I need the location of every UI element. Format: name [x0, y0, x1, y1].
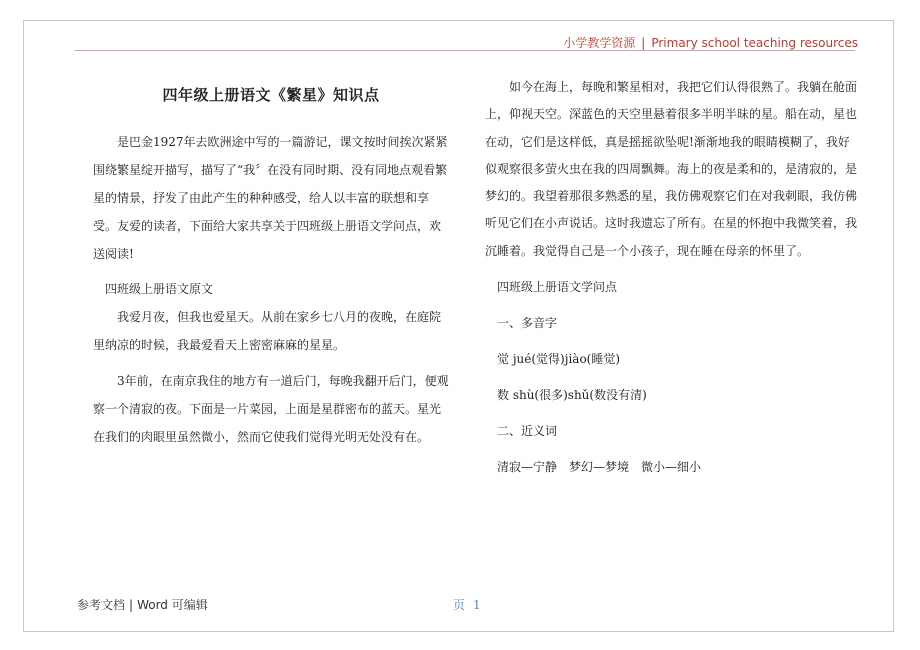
page-header: [563, 34, 858, 51]
header-separator: |: [641, 36, 646, 50]
text-paragraph-3: 如今在海上，每晚和繁星相对，我把它们认得很熟了。我躺在舱面上，仰视天空。深蓝色的天空里悬着很多半明半昧的星。船在动，星也在动，它们是这样低，真是摇摇欲坠呢!渐渐地我的眼睛模糊了，我好似观察很多萤火虫在我的四周飘舞。海上的夜是柔和的，是清寂的，是梦幻的。我望着那很多熟悉的星，我仿佛观察它们在对我刺眼，我仿佛听见它们在小声说话。这时我遗忘了所有。在星的怀抱中我微笑着，我沉睡着。我觉得自己是一个小孩子，现在睡在母亲的怀里了。: [485, 80, 858, 258]
section-title-knowledge: 四班级上册语文学问点: [497, 280, 618, 295]
intro-paragraph: 是巴金1927年去欧洲途中写的一篇游记，课文按时间挨次紧紧围绕繁星绽开描写，描写了“我〞在没有同时期、没有同地点观看繁星的情景，抒发了由此产生的种种感受，给人以丰富的联想和享受。友爱的读者，下面给大家共享关于四班级上册语文学问点，欢送阅读!: [93, 135, 448, 261]
synonym-list: 清寂—宁静 梦幻—梦境 微小—细小: [497, 460, 702, 475]
text-paragraph-2: 3年前，在南京我住的地方有一道后门，每晚我翻开后门，便观察一个清寂的夜。下面是一片菜园，上面是星群密布的蓝天。星光在我们的肉眼里虽然微小，然而它使我们觉得光明无处没有在。: [93, 374, 449, 444]
heading-synonyms: 二、近义词: [497, 424, 558, 439]
footer-separator: |: [129, 598, 134, 612]
text-paragraph-1: 我爱月夜，但我也爱星天。从前在家乡七八月的夜晚，在庭院里纳凉的时候，我最爱看天上密密麻麻的星星。: [93, 310, 442, 352]
polyphone-item-shu: 数 shù(很多)shǔ(数没有清): [497, 388, 647, 403]
page-number: [453, 596, 481, 613]
right-column: [485, 74, 860, 485]
section-title-original: 四班级上册语文原文: [105, 282, 214, 296]
header-site-en: Primary school teaching resources: [651, 36, 858, 50]
page-label: 页: [453, 598, 466, 612]
header-rule: [75, 50, 855, 51]
page-footer: [77, 596, 208, 613]
polyphone-item-jue: 觉 jué(觉得)jiào(睡觉): [497, 352, 621, 367]
page-number-value: 1: [473, 598, 481, 612]
footer-reference-doc: 参考文档: [77, 598, 126, 612]
footer-word-editable: Word 可编辑: [137, 598, 208, 612]
heading-polyphones: 一、多音字: [497, 316, 558, 331]
header-site-cn: 小学教学资源: [563, 36, 636, 50]
document-title: 四年级上册语文《繁星》知识点: [162, 86, 380, 104]
left-column: [93, 84, 449, 451]
